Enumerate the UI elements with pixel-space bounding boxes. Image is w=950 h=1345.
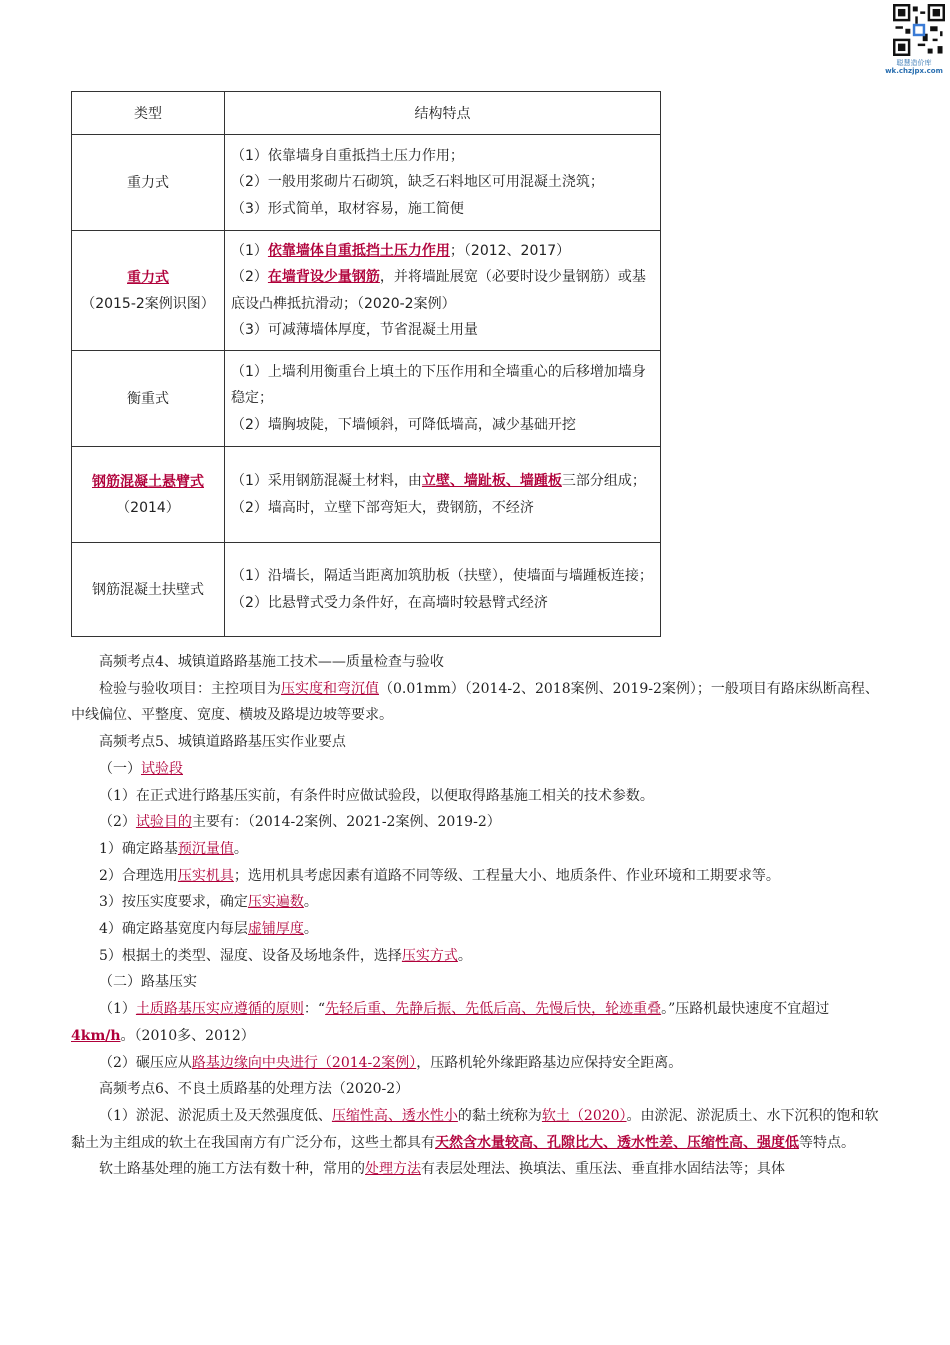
highlighted-term: 压实机具 [177, 867, 234, 884]
text-segment: （2）墙胸坡陡，下墙倾斜，可降低墙高，减少基础开挖 [231, 416, 576, 433]
paragraph [71, 836, 883, 863]
highlighted-term: 立壁、墙趾板、墙踵板 [421, 473, 562, 489]
table-row [72, 351, 661, 447]
highlighted-term: 试验目的 [135, 814, 192, 831]
table-row [72, 543, 661, 637]
text-segment: （1） [99, 1001, 136, 1018]
text-segment: （2015-2案例识图） [81, 295, 215, 312]
paragraph [71, 943, 883, 970]
text-segment: （1）沿墙长，隔适当距离加筑肋板（扶壁），使墙面与墙踵板连接； [231, 568, 653, 584]
text-segment: ：“ [303, 1001, 326, 1018]
text-segment: 软土路基处理的施工方法有数十种，常用的 [99, 1161, 365, 1178]
features-cell [225, 135, 661, 231]
header-features: 结构特点 [225, 92, 661, 135]
highlighted-term: 土质路基压实应遵循的原则 [135, 1001, 304, 1018]
text-segment: （1） [231, 242, 268, 259]
features-cell [225, 447, 661, 543]
text-segment: 。 [303, 894, 318, 911]
text-segment: 4）确定路基宽度内每层 [99, 921, 248, 938]
highlighted-term: 软土（2020） [541, 1107, 627, 1124]
text-segment: 。（2010多、2012） [120, 1027, 255, 1044]
qr-code [893, 4, 945, 56]
highlighted-term: 依靠墙体自重抵挡土压力作用 [267, 242, 450, 259]
text-segment: 三部分组成； [561, 473, 646, 489]
wall-type-cell [72, 231, 225, 351]
paragraph [71, 1103, 883, 1156]
text-segment: （一） [99, 760, 141, 777]
watermark-brand: 聪慧造价库 [896, 59, 932, 67]
text-segment: ，压路机轮外缘距路基边应保持安全距离。 [416, 1054, 683, 1071]
text-segment: 。 [233, 840, 248, 857]
watermark-url: wk.chzjpx.com [885, 67, 943, 75]
text-segment: 检验与验收项目：主控项目为 [99, 680, 281, 697]
body-text [71, 649, 883, 1183]
feature-line [231, 238, 656, 265]
text-segment: 钢筋混凝土扶壁式 [92, 581, 204, 598]
text-segment: 。由淤泥、淤泥质土、水下沉积的饱和软黏土为主组成的软土在我国南方有广泛分布，这些土都具有 [71, 1107, 879, 1151]
paragraph [71, 1050, 883, 1077]
text-segment: （2） [99, 814, 136, 831]
features-cell [225, 543, 661, 637]
text-segment: ，并将墙趾展宽（必要时设少量钢筋）或基底设凸榫抵抗滑动；（2020-2案例） [231, 269, 646, 312]
highlighted-term: 4km/h [71, 1027, 121, 1044]
text-segment: 的黏土统称为 [457, 1107, 542, 1124]
text-segment: （2） [231, 269, 268, 285]
paragraph [71, 1156, 883, 1183]
wall-type-cell [72, 351, 225, 447]
text-segment: 等特点。 [799, 1134, 855, 1151]
text-segment: （0.01mm）（2014-2、2018案例、2019-2案例）；一般项目有路床纵断高程、中线偏位、平整度、宽度、横坡及路堤边坡等要求。 [71, 680, 879, 724]
feature-line [231, 359, 656, 412]
text-segment: （3）可减薄墙体厚度，节省混凝土用量 [231, 322, 478, 338]
paragraph [71, 729, 883, 756]
text-segment: 2）合理选用 [99, 867, 178, 884]
highlighted-term: 重力式 [127, 269, 169, 286]
text-segment: 高频考点4、城镇道路路基施工技术——质量检查与验收 [99, 654, 444, 670]
paragraph [71, 676, 883, 729]
feature-line [231, 590, 656, 617]
features-cell [225, 231, 661, 351]
wall-type-cell [72, 447, 225, 543]
wall-type-cell [72, 543, 225, 637]
table-header-row [72, 92, 661, 135]
paragraph [71, 756, 883, 783]
table-row [72, 447, 661, 543]
text-segment: 高频考点6、不良土质路基的处理方法（2020-2） [99, 1081, 410, 1098]
text-segment: （1）采用钢筋混凝土材料，由 [231, 473, 422, 489]
paragraph [71, 1076, 883, 1103]
paragraph [71, 969, 883, 996]
feature-line [231, 317, 656, 344]
text-segment: 衡重式 [127, 390, 169, 407]
text-segment: （1）依靠墙身自重抵挡土压力作用； [231, 147, 464, 164]
text-segment: （3）形式简单，取材容易，施工简便 [231, 200, 464, 217]
highlighted-term: 压实遍数 [247, 894, 304, 911]
highlighted-term: 处理方法 [365, 1161, 421, 1178]
feature-line [231, 143, 656, 170]
highlighted-term: 虚铺厚度 [247, 921, 304, 938]
text-segment: 5）根据土的类型、湿度、设备及场地条件，选择 [99, 947, 402, 964]
text-segment: 主要有：（2014-2案例、2021-2案例、2019-2） [191, 814, 501, 831]
feature-line [231, 196, 656, 223]
highlighted-term: 先轻后重、先静后振、先低后高、先慢后快，轮迹重叠 [325, 1001, 662, 1018]
text-segment: （二）路基压实 [99, 974, 197, 991]
feature-line [231, 169, 656, 196]
text-segment: 。”压路机最快速度不宜超过 [661, 1001, 830, 1018]
text-segment: （1）淤泥、淤泥质土及天然强度低、 [99, 1107, 332, 1124]
paragraph [71, 863, 883, 890]
paragraph [71, 889, 883, 916]
feature-line [231, 264, 656, 317]
highlighted-term: 钢筋混凝土悬臂式 [92, 473, 204, 490]
table-row [72, 135, 661, 231]
highlighted-term: 压缩性高、透水性小 [331, 1107, 458, 1124]
features-cell [225, 351, 661, 447]
text-segment: （2）比悬臂式受力条件好，在高墙时较悬臂式经济 [231, 594, 548, 611]
header-type: 类型 [72, 92, 225, 135]
text-segment: 3）按压实度要求，确定 [99, 894, 248, 911]
text-segment: （1）上墙利用衡重台上填土的下压作用和全墙重心的后移增加墙身稳定； [231, 363, 646, 407]
text-segment: ；（2012、2017） [449, 242, 571, 259]
text-segment: （2014） [116, 499, 180, 516]
paragraph [71, 649, 883, 676]
wall-type-cell [72, 135, 225, 231]
retaining-wall-table [71, 91, 661, 637]
paragraph [71, 783, 883, 810]
feature-line [231, 563, 656, 590]
highlighted-term: 试验段 [141, 760, 183, 777]
table-row [72, 231, 661, 351]
text-segment: （2）碾压应从 [99, 1054, 192, 1071]
text-segment: 。 [457, 947, 472, 964]
text-segment: 1）确定路基 [99, 840, 178, 857]
text-segment: 。 [303, 921, 318, 938]
highlighted-term: 路基边缘向中央进行（2014-2案例） [191, 1054, 417, 1071]
feature-line [231, 468, 656, 495]
feature-line [231, 495, 656, 522]
feature-line [231, 412, 656, 439]
text-segment: 高频考点5、城镇道路路基压实作业要点 [99, 734, 346, 751]
text-segment: 有表层处理法、换填法、重压法、垂直排水固结法等；具体 [421, 1161, 785, 1178]
highlighted-term: 天然含水量较高、孔隙比大、透水性差、压缩性高、强度低 [435, 1134, 799, 1151]
paragraph [71, 809, 883, 836]
text-segment: （1）在正式进行路基压实前，有条件时应做试验段，以便取得路基施工相关的技术参数。 [99, 787, 654, 804]
text-segment: 重力式 [127, 174, 169, 191]
paragraph [71, 916, 883, 943]
paragraph [71, 996, 883, 1049]
highlighted-term: 压实度和弯沉值 [281, 680, 379, 697]
text-segment: （2）一般用浆砌片石砌筑，缺乏石料地区可用混凝土浇筑； [231, 174, 604, 191]
text-segment: （2）墙高时，立壁下部弯矩大，费钢筋，不经济 [231, 499, 534, 516]
highlighted-term: 在墙背设少量钢筋 [267, 269, 380, 285]
highlighted-term: 压实方式 [401, 947, 458, 964]
text-segment: ；选用机具考虑因素有道路不同等级、工程量大小、地质条件、作业环境和工期要求等。 [233, 867, 780, 884]
highlighted-term: 预沉量值 [177, 840, 234, 857]
